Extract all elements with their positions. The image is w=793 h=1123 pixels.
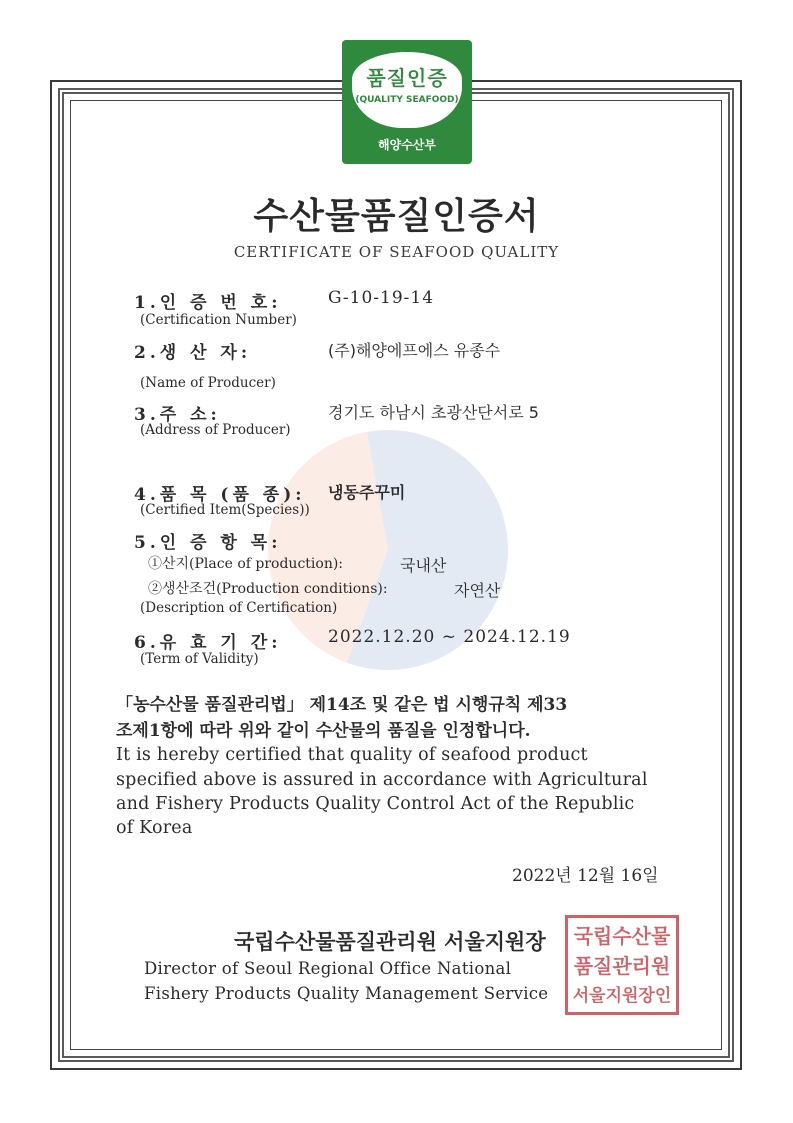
validity-value: 2022.12.20 ~ 2024.12.19 bbox=[328, 627, 571, 647]
certification-label-en: (Description of Certification) bbox=[140, 600, 338, 616]
seal-line2: 품질관리원 bbox=[573, 954, 671, 978]
issuer-english-line1: Director of Seoul Regional Office National bbox=[144, 959, 512, 978]
statement-english-line4: of Korea bbox=[116, 818, 193, 838]
validity-label-en: (Term of Validity) bbox=[140, 651, 259, 667]
certification-label: 5.인 증 항 목: bbox=[134, 533, 282, 553]
producer-label: 2.생 산 자: bbox=[134, 343, 252, 363]
production-conditions-value: 자연산 bbox=[454, 581, 501, 600]
official-seal bbox=[565, 915, 679, 1015]
logo-title: 품질인증 bbox=[366, 66, 448, 90]
item-label-en: (Certified Item(Species)) bbox=[140, 502, 310, 518]
seal-line1: 국립수산물 bbox=[573, 924, 671, 948]
logo-subtitle: (QUALITY SEAFOOD) bbox=[355, 95, 459, 105]
producer-label-en: (Name of Producer) bbox=[140, 375, 276, 391]
seal-line3: 서울지원장인 bbox=[572, 986, 672, 1006]
place-of-production-value: 국내산 bbox=[400, 556, 447, 575]
address-label: 3.주 소: bbox=[134, 405, 221, 425]
issue-date: 2022년 12월 16일 bbox=[512, 866, 659, 886]
statement-english-line3: and Fishery Products Quality Control Act of the Republic bbox=[116, 794, 635, 814]
place-of-production-label: ①산지(Place of production): bbox=[148, 556, 344, 572]
production-conditions-label: ②생산조건(Production conditions): bbox=[148, 581, 388, 597]
issuer-korean: 국립수산물품질관리원 서울지원장 bbox=[234, 929, 546, 954]
issuer-english-line2: Fishery Products Quality Management Service bbox=[144, 984, 549, 1003]
quality-seafood-logo bbox=[342, 40, 472, 164]
logo-ministry: 해양수산부 bbox=[378, 138, 436, 152]
validity-label: 6.유 효 기 간: bbox=[134, 633, 282, 653]
statement-korean-line2: 조제1항에 따라 위와 같이 수산물의 품질을 인정합니다. bbox=[116, 721, 531, 741]
statement-english-line1: It is hereby certified that quality of seafood product bbox=[116, 745, 588, 765]
item-value: 냉동주꾸미 bbox=[328, 483, 406, 502]
document-title-english: CERTIFICATE OF SEAFOOD QUALITY bbox=[233, 243, 560, 261]
cert-number-label-en: (Certification Number) bbox=[140, 312, 297, 328]
cert-number-value: G-10-19-14 bbox=[328, 288, 435, 308]
statement-korean-line1: 「농수산물 품질관리법」 제14조 및 같은 법 시행규칙 제33 bbox=[116, 695, 568, 715]
logo-badge bbox=[352, 52, 462, 128]
address-label-en: (Address of Producer) bbox=[140, 422, 291, 438]
address-value: 경기도 하남시 초광산단서로 5 bbox=[328, 403, 539, 422]
producer-value: (주)해양에프에스 유종수 bbox=[328, 341, 501, 360]
statement-english-line2: specified above is assured in accordance with Agricultural bbox=[116, 770, 648, 790]
cert-number-label: 1.인 증 번 호: bbox=[134, 293, 282, 313]
item-label: 4.품 목 (품 종): bbox=[134, 485, 306, 505]
document-title: 수산물품질인증서 bbox=[253, 195, 540, 237]
